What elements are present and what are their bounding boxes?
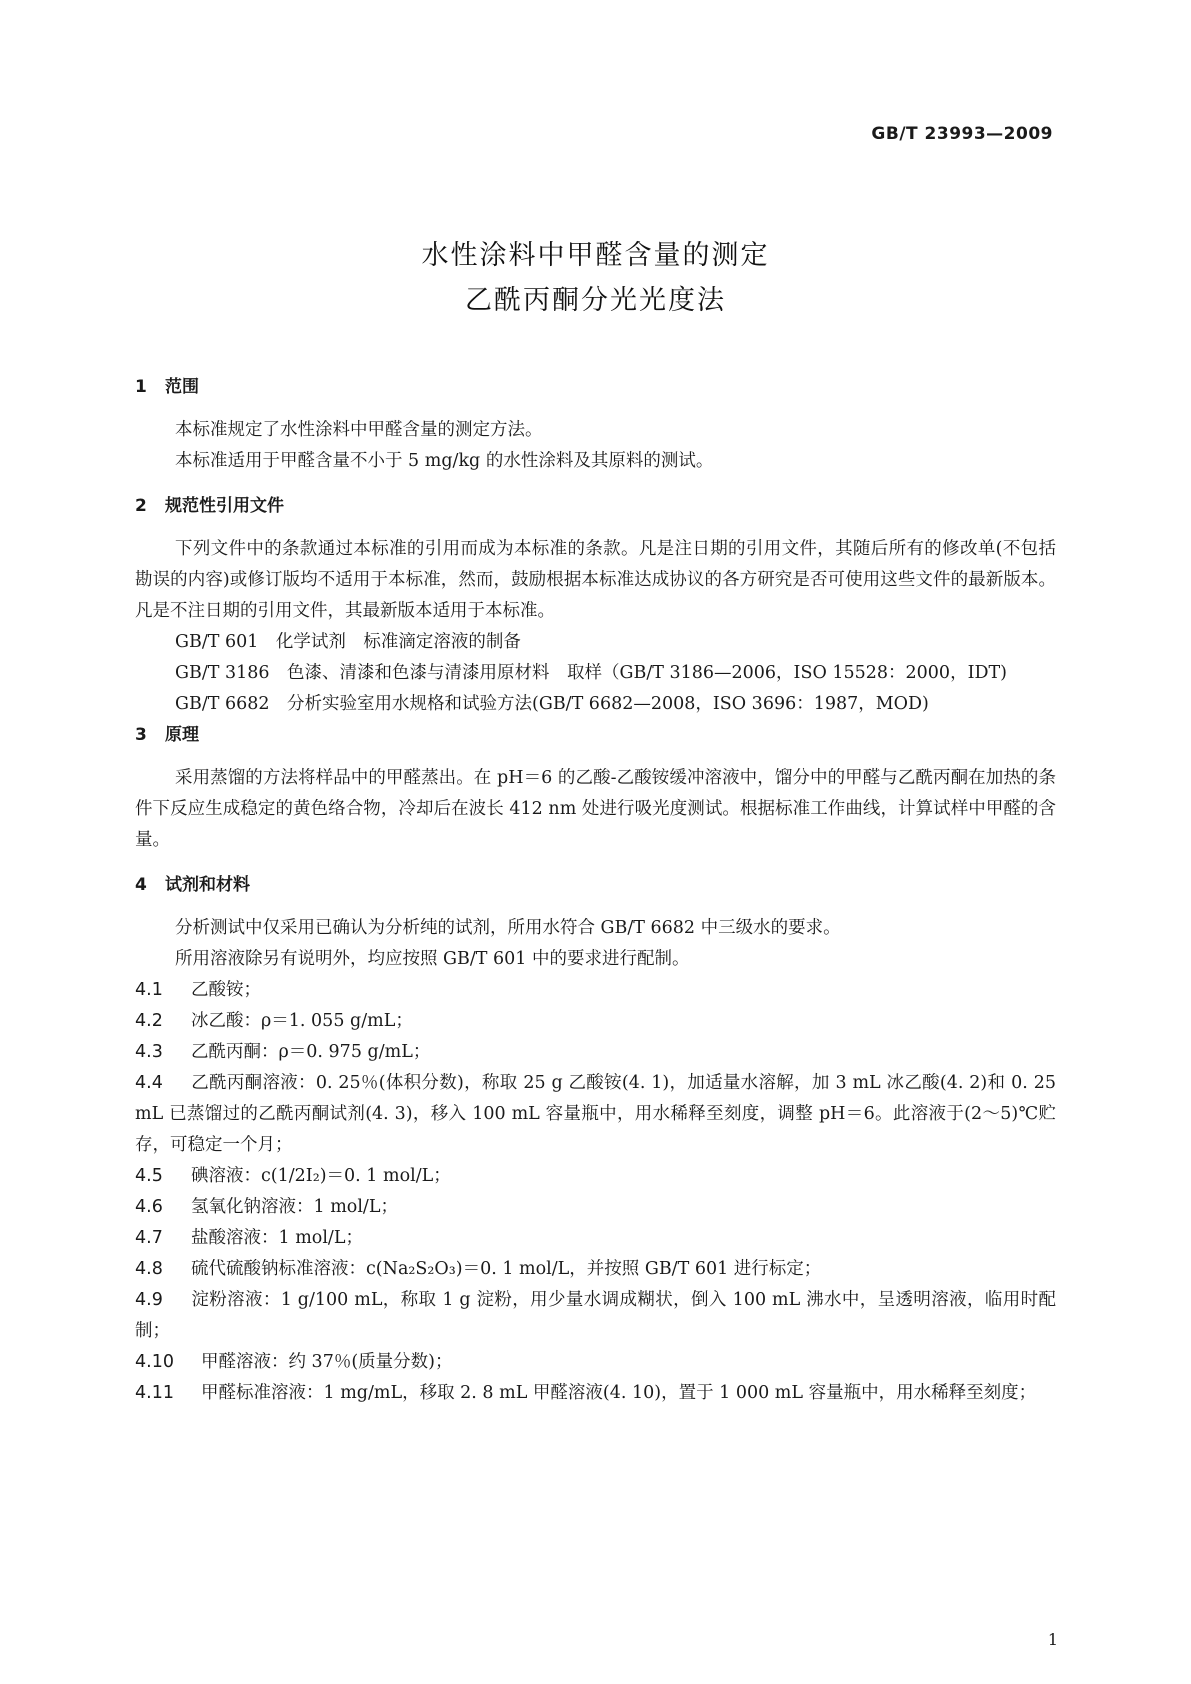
list-item — [135, 1254, 1056, 1285]
standard-code: GB/T 23993—2009 — [871, 124, 1053, 144]
paragraph: 所用溶液除另有说明外，均应按照 GB/T 601 中的要求进行配制。 — [175, 949, 690, 969]
list-item — [135, 1068, 1056, 1161]
document-subtitle: 乙酰丙酮分光光度法 — [465, 285, 726, 316]
item-text: 乙酰丙酮：ρ＝0. 975 g/mL； — [191, 1042, 431, 1062]
list-item — [135, 1037, 1056, 1068]
section-title: 范围 — [165, 377, 199, 397]
section-heading-normative-references — [135, 491, 1056, 522]
paragraph: 分析测试中仅采用已确认为分析纯的试剂，所用水符合 GB/T 6682 中三级水的要求。 — [175, 918, 841, 938]
document-title: 水性涂料中甲醛含量的测定 — [421, 240, 770, 271]
item-number: 4.6 — [135, 1197, 163, 1217]
item-number: 4.9 — [135, 1290, 163, 1310]
paragraph: 本标准适用于甲醛含量不小于 5 mg/kg 的水性涂料及其原料的测试。 — [175, 451, 714, 471]
section-title: 规范性引用文件 — [165, 496, 284, 516]
item-number: 4.3 — [135, 1042, 163, 1062]
list-item — [135, 1378, 1056, 1409]
item-number: 4.7 — [135, 1228, 163, 1248]
reference-item: GB/T 601 化学试剂 标准滴定溶液的制备 — [175, 632, 521, 652]
item-number: 4.4 — [135, 1073, 163, 1093]
section-title: 原理 — [165, 725, 199, 745]
item-text: 甲醛溶液：约 37％(质量分数)； — [201, 1352, 453, 1372]
section-number: 1 — [135, 377, 147, 397]
item-text: 乙酸铵； — [191, 980, 261, 1000]
section-heading-reagents — [135, 870, 1056, 901]
item-number: 4.2 — [135, 1011, 163, 1031]
list-item — [135, 1223, 1056, 1254]
section-title: 试剂和材料 — [165, 875, 250, 895]
section-number: 2 — [135, 496, 147, 516]
item-text: 淀粉溶液：1 g/100 mL，称取 1 g 淀粉，用少量水调成糊状，倒入 100 mL 沸水中，呈透明溶液，临用时配制； — [135, 1290, 1056, 1341]
list-item — [135, 1347, 1056, 1378]
paragraph: 下列文件中的条款通过本标准的引用而成为本标准的条款。凡是注日期的引用文件，其随后所有的修改单(不包括勘误的内容)或修订版均不适用于本标准，然而，鼓励根据本标准达成协议的各方研究是否可使用这些文件的最新版本。凡是不注日期的引用文件，其最新版本适用于本标准。 — [135, 539, 1056, 621]
document-body — [135, 372, 1056, 1409]
list-item — [135, 1285, 1056, 1347]
list-item — [135, 1192, 1056, 1223]
item-text: 碘溶液：c(1/2I₂)＝0. 1 mol/L； — [191, 1166, 451, 1186]
item-text: 氢氧化钠溶液：1 mol/L； — [191, 1197, 398, 1217]
paragraph: 本标准规定了水性涂料中甲醛含量的测定方法。 — [175, 420, 543, 440]
item-number: 4.1 — [135, 980, 163, 1000]
paragraph: 采用蒸馏的方法将样品中的甲醛蒸出。在 pH＝6 的乙酸-乙酸铵缓冲溶液中，馏分中的甲醛与乙酰丙酮在加热的条件下反应生成稳定的黄色络合物，冷却后在波长 412 nm 处进行吸光度测试。根据标准工作曲线，计算试样中甲醛的含量。 — [135, 768, 1056, 850]
page-number: 1 — [1047, 1630, 1058, 1649]
section-heading-principle — [135, 720, 1056, 751]
item-text: 乙酰丙酮溶液：0. 25％(体积分数)，称取 25 g 乙酸铵(4. 1)，加适量水溶解，加 3 mL 冰乙酸(4. 2)和 0. 25 mL 已蒸馏过的乙酰丙酮试剂(4. 3)，移入 100 mL 容量瓶中，用水稀释至刻度，调整 pH＝6。此溶液于(2～5)℃贮存，可稳定一个月； — [135, 1073, 1056, 1155]
item-number: 4.8 — [135, 1259, 163, 1279]
item-number: 4.5 — [135, 1166, 163, 1186]
item-text: 甲醛标准溶液：1 mg/mL，移取 2. 8 mL 甲醛溶液(4. 10)，置于 1 000 mL 容量瓶中，用水稀释至刻度； — [201, 1383, 1037, 1403]
section-heading-scope — [135, 372, 1056, 403]
list-item — [135, 1161, 1056, 1192]
item-number: 4.11 — [135, 1383, 174, 1403]
item-text: 冰乙酸：ρ＝1. 055 g/mL； — [191, 1011, 413, 1031]
item-text: 硫代硫酸钠标准溶液：c(Na₂S₂O₃)＝0. 1 mol/L，并按照 GB/T 601 进行标定； — [191, 1259, 822, 1279]
reference-item: GB/T 6682 分析实验室用水规格和试验方法(GB/T 6682—2008，ISO 3696：1987，MOD) — [175, 694, 929, 714]
item-number: 4.10 — [135, 1352, 174, 1372]
section-number: 4 — [135, 875, 147, 895]
item-text: 盐酸溶液：1 mol/L； — [191, 1228, 363, 1248]
list-item — [135, 975, 1056, 1006]
section-number: 3 — [135, 725, 147, 745]
list-item — [135, 1006, 1056, 1037]
reference-item: GB/T 3186 色漆、清漆和色漆与清漆用原材料 取样（GB/T 3186—2006，ISO 15528：2000，IDT) — [175, 663, 1008, 683]
